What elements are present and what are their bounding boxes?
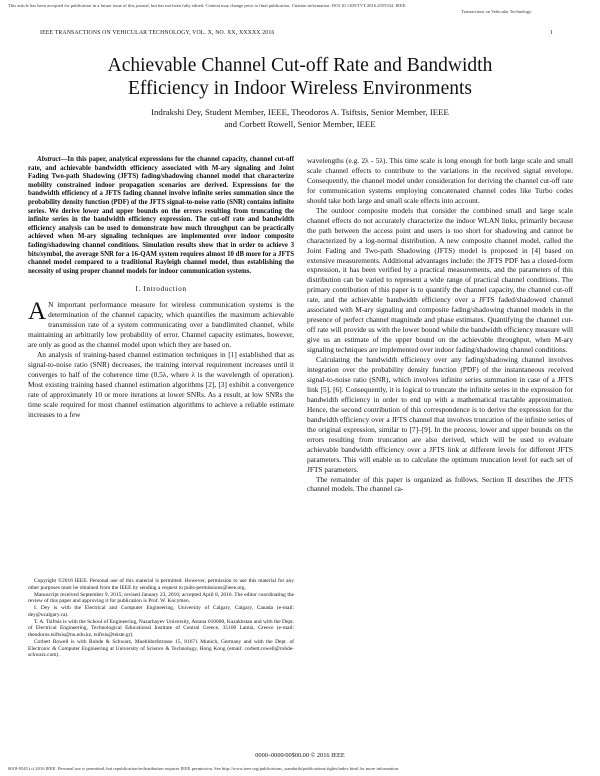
author-line-1: Indrakshi Dey, Student Member, IEEE, Theodoros A. Tsiftsis, Senior Member, IEEE (151, 107, 449, 117)
publication-notice: This article has been accepted for publication in a future issue of this journal, but has not been fully edited. Content may change prior to final publication. Citation information: DOI 10.1109/TVT.2016.2555334, IEEE (8, 3, 406, 8)
paper-title-line-2: Efficiency in Indoor Wireless Environments (128, 78, 472, 99)
footnote-copyright: Copyright ©2016 IEEE. Personal use of this material is permitted. However, permission to use this material for any other purposes must be obtained from the IEEE by sending a request to pubs-permissions@ieee.org. (28, 578, 294, 591)
footnote-author-rowell: Corbett Rowell is with Rohde & Schwarz, Muehldorfstrasse 15, 81671 Munich, Germany and with the Dept. of Electronic & Computer Engineering at University of Science & Technology, Hong Kong (email: corbett.rowell@rohde-schwarz.com). (28, 638, 294, 659)
author-line-2: and Corbett Rowell, Senior Member, IEEE (224, 119, 376, 129)
intro-paragraph-1-text: N important performance measure for wireless communication systems is the determination of the channel capacity, which quantifies the maximum achievable transmission rate of a system communicating over a bandlimited channel, while maintaining an arbitrarily low probability of error. Channel capacity estimates, however, are only as good as the channel model upon which they are based on. (28, 300, 294, 350)
footnotes (28, 578, 294, 659)
publication-notice-journal: Transactions on Vehicular Technology (461, 9, 532, 14)
footer-code: 0000–0000/00$00.00 © 2016 IEEE (255, 752, 345, 759)
footnote-author-tsiftsis: T. A. Tsiftsis is with the School of Engineering, Nazarbayev University, Astana 010000, Kazakhstan and with the Dept. of Electrical Engineering, Technological Educational Institute of Central Greece, 35100 Lamia, Greece (e-mail: theodoros.tsiftsis@nu.edu.kz, tsiftsis@teiste.gr). (28, 618, 294, 638)
footnote-author-dey: I. Dey is with the Electrical and Computer Engineering, University of Calgary, Calgary, Canada (e-mail: dey@ucalgary.ca). (28, 605, 294, 618)
intro-paragraph-1 (28, 300, 294, 350)
drop-cap: A (28, 298, 47, 326)
running-header: IEEE TRANSACTIONS ON VEHICULAR TECHNOLOGY, VOL. X, NO. XX, XXXXX 2016 (40, 30, 275, 36)
right-column (307, 156, 573, 494)
paper-title-line-1: Achievable Channel Cut-off Rate and Bandwidth (107, 55, 493, 76)
left-column (28, 156, 294, 420)
abstract-label: Abstract (37, 156, 61, 163)
section-heading-introduction: I. Introduction (135, 284, 187, 294)
footnote-received: Manuscript received September 9, 2015; revised January 23, 2016; accepted April 8, 2016. The editor coordinating the review of this paper and approving it for publication is Prof. W. Kocymen. (28, 591, 294, 605)
right-paragraph-1: wavelengths (e.g. 2λ - 5λ). This time scale is long enough for both large scale and small scale channel effects to contribute to the variations in the received signal envelope. Consequently, the channel model under consideration for deriving the channel cut-off rate for communication systems employing concatenated channel codes like Turbo codes should take both large and small scale effects into account. (307, 156, 573, 205)
right-paragraph-3: Calculating the bandwidth efficiency over any fading/shadowing channel involves integration over the probability density function (PDF) of the instantaneous received signal-to-noise ratio (SNR), which involves infinite series summation in case of a JFTS link [5], [6]. Consequently, it is logical to truncate the infinite series in the expression for bandwidth efficiency in order to end up with a mathematical tractable approximation. Hence, the second contribution of this correspondence is to derive the expression for the bandwidth efficiency over a JFTS channel that involves truncation of the infinite series of the original expression, similar to [7]–[9]. In the process, lower and upper bounds on the errors resulting from truncation are also derived, which will be used to evaluate achievable bandwidth efficiency over a JFTS link at different levels for different JFTS parameters. This will enable us to calculate the optimum truncation level for each set of JFTS parameters. (307, 355, 573, 474)
footer-notice: 0018-9545 (c) 2016 IEEE. Personal use is permitted, but republication/redistribution requires IEEE permission. See http://www.ieee.org/publications_standards/publications/rights/index.html for more information. (8, 766, 400, 771)
right-paragraph-2: The outdoor composite models that consider the combined small and large scale channel effects do not accurately characterize the indoor WLAN links, primarily because the path between the access point and users is too short for shadowing and cannot be characterized by a log-normal distribution. A new composite channel model, called the Joint Fading and Two-path Shadowing (JFTS) model is proposed in [4] based on extensive measurements. Additional advantages include: the JFTS PDF has a closed-form expression, it has been verified by a practical measurements, and the parameters of this distribution can be varied to represent a wide range of practical channel conditions. The primary contribution of this paper is to quantify the channel capacity, the channel cut-off rate, and the achievable bandwidth efficiency over a JFTS faded/shadowed channel associated with M-ary signaling and composite fading/shadowing channel models in the presence of perfect channel magnitude and phase estimates. Quantifying the channel cut-off rate will provide us with the lower bound while the bandwidth efficiency measure will give us an estimate of the upper bound on the achievable throughput, when M-ary signaling techniques are implemented over indoor fading/shadowing channel conditions. (307, 205, 573, 355)
abstract (28, 156, 294, 276)
right-paragraph-4: The remainder of this paper is organized as follows. Section II describes the JFTS channel models. The channel ca- (307, 474, 573, 494)
page-number: 1 (550, 30, 554, 36)
intro-paragraph-2: An analysis of training-based channel estimation techniques in [1] established that as signal-to-noise ratio (SNR) decreases, the training interval requirement increases until it converges to half of the coherence time (0.5λ, where λ is the wavelength of operation). Most existing training based channel estimation algorithms [2], [3] exhibit a convergence rate of approximately 10 or more iterations at lower SNRs. As a result, at low SNRs the time scale required for most channel estimation algorithms to achieve a reliable estimate increases to a few (28, 350, 294, 419)
abstract-text: —In this paper, analytical expressions for the channel capacity, channel cut-off rate, and achievable bandwidth efficiency associated with M-ary signaling and Joint Fading Two-path Shadowing (JFTS) fading/shadowing channel model that characterize mobility constrained indoor propagation scenarios are derived. Expressions for the bandwidth efficiency of a JFTS fading channel involve infinite series summation since the probability density function (PDF) of the JFTS signal-to-noise ratio (SNR) contains infinite series. We derive lower and upper bounds on the errors resulting from truncating the infinite series in the bandwidth efficiency expression. The cut-off rate and bandwidth efficiency analysis can be used to demonstrate how much throughput can be practically achieved when M-ary signaling techniques are implemented over indoor composite fading/shadowing channel conditions. Simulation results show that in order to achieve 3 bits/symbol, the average SNR for a 16-QAM system requires almost 10 dB more for a JFTS channel model compared to a traditional Rayleigh channel model, thus establishing the necessity of using proper channel models for indoor communication systems. (28, 156, 294, 275)
